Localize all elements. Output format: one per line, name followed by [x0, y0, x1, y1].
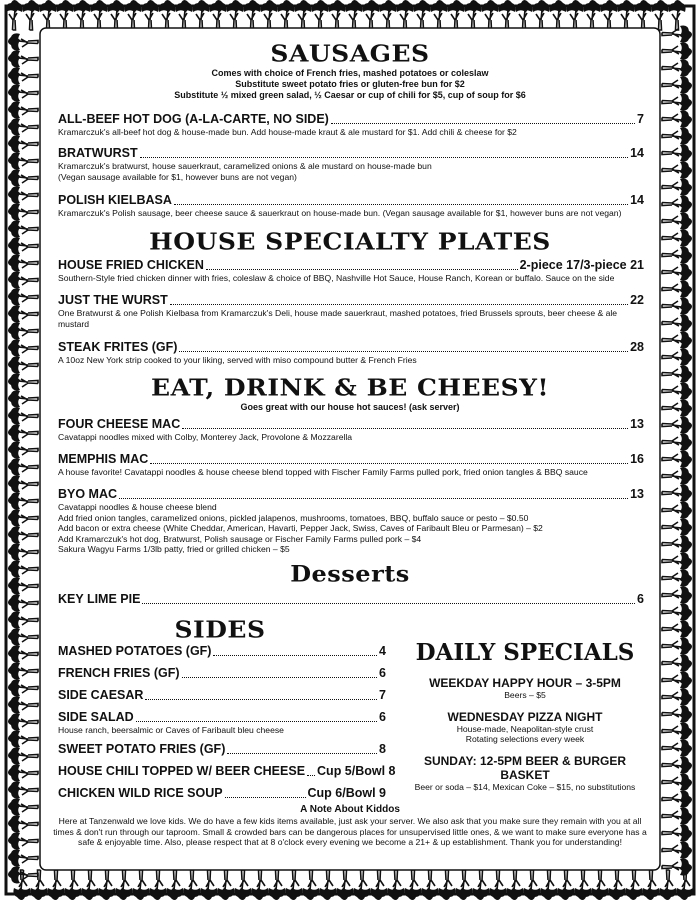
special-description: Beers – $5	[504, 690, 546, 700]
sausages-subtitle-1: Comes with choice of French fries, mashed potatoes or coleslaw	[211, 68, 489, 78]
sausages-subtitle-3: Substitute ½ mixed green salad, ½ Caesar or cup of chili for $5, cup of soup for $6	[174, 90, 526, 100]
special-description: Beer or soda – $14, Mexican Coke – $15, no substitutions	[414, 781, 636, 792]
special-sunday-basket: SUNDAY: 12-5PM BEER & BURGER BASKET	[423, 753, 627, 782]
desserts-title: Desserts	[290, 559, 410, 588]
item-name: HOUSE FRIED CHICKEN	[58, 258, 204, 272]
item-name: SWEET POTATO FRIES (GF)	[58, 741, 226, 756]
side-item	[58, 710, 386, 725]
item-name: BRATWURST	[58, 146, 138, 160]
menu-item-just-the-wurst	[58, 293, 644, 329]
item-price: 16	[630, 452, 644, 466]
item-price: 13	[630, 487, 644, 501]
leader-dots	[307, 775, 315, 776]
item-name: BYO MAC	[58, 487, 118, 501]
menu-item-four-cheese-mac	[58, 417, 644, 443]
special-description: House-made, Neapolitan-style crust	[456, 723, 594, 734]
leader-dots	[140, 157, 628, 158]
item-price: 6	[637, 592, 644, 606]
item-price: Cup 6/Bowl 9	[307, 785, 386, 800]
cheesy-subtitle: Goes great with our house hot sauces! (ask server)	[240, 402, 460, 412]
item-name: MEMPHIS MAC	[58, 452, 149, 466]
item-price: 22	[630, 293, 644, 307]
item-price: 28	[630, 340, 644, 354]
item-name: FRENCH FRIES (GF)	[58, 666, 180, 680]
sides-section	[90, 616, 350, 644]
item-price: 14	[630, 193, 644, 207]
byo-addon-1: Add fried onion tangles, caramelized onions, pickled jalapenos, mushrooms, tomatoes, BBQ, buffalo sauce or pesto – $0.50	[58, 512, 529, 523]
leader-dots	[145, 699, 377, 700]
menu-item-byo-mac	[58, 487, 644, 555]
special-pizza-night: WEDNESDAY PIZZA NIGHT	[447, 709, 603, 724]
note-title: A Note About Kiddos	[300, 804, 400, 815]
item-name: JUST THE WURST	[58, 293, 168, 307]
sausages-subtitle-2: Substitute sweet potato fries or gluten-free bun for $2	[235, 79, 465, 89]
item-price: 13	[630, 417, 644, 431]
item-name: ALL-BEEF HOT DOG (A-LA-CARTE, NO SIDE)	[58, 112, 329, 126]
leader-dots	[225, 797, 306, 798]
cheesy-section	[50, 374, 650, 413]
item-description: A house favorite! Cavatappi noodles & house cheese blend topped with Fischer Family Farms pulled pork, fried onion tangles & BBQ sauce	[58, 467, 588, 477]
item-description: House ranch, beersalmic or Caves of Faribault bleu cheese	[58, 725, 284, 735]
item-name: HOUSE CHILI TOPPED W/ BEER CHEESE	[58, 763, 306, 778]
cheesy-title: EAT, DRINK & BE CHEESY!	[151, 373, 549, 402]
plates-section	[50, 228, 650, 256]
item-price: 6	[379, 666, 386, 680]
menu-item-hot-dog	[58, 112, 644, 138]
item-price: Cup 5/Bowl 8	[317, 763, 396, 778]
item-price: 4	[379, 644, 386, 658]
leader-dots	[174, 204, 628, 205]
leader-dots	[182, 428, 628, 429]
specials-title: DAILY SPECIALS	[415, 639, 635, 666]
leader-dots	[227, 753, 377, 754]
sides-list	[58, 644, 396, 801]
leader-dots	[182, 677, 378, 678]
special-happy-hour: WEEKDAY HAPPY HOUR – 3-5PM	[429, 676, 621, 690]
item-price: 2-piece 17/3-piece 21	[519, 258, 644, 272]
leader-dots	[170, 304, 628, 305]
side-item	[58, 763, 396, 779]
leader-dots	[331, 123, 635, 124]
sausages-section	[50, 40, 650, 101]
item-description: Kramarczuk's all-beef hot dog & house-made bun. Add house-made kraut & ale mustard for $1. Add chili & cheese for $2	[58, 127, 517, 137]
item-description-note: (Vegan sausage available for $1, however buns are not vegan)	[58, 171, 297, 182]
plates-title: HOUSE SPECIALTY PLATES	[149, 227, 551, 256]
item-name: STEAK FRITES (GF)	[58, 340, 178, 354]
item-price: 14	[630, 146, 644, 160]
byo-addon-4: Sakura Wagyu Farms 1/3lb patty, fried or grilled chicken – $5	[58, 544, 290, 554]
menu-content	[50, 38, 650, 858]
side-item	[58, 666, 386, 681]
byo-addon-3: Add Kramarczuk's hot dog, Bratwurst, Polish sausage or Fischer Family Farms pulled pork – $4	[58, 533, 422, 544]
leader-dots	[206, 269, 518, 270]
menu-item-polish-kielbasa	[58, 193, 644, 219]
item-name: CHICKEN WILD RICE SOUP	[58, 785, 223, 800]
sides-title: SIDES	[174, 615, 266, 644]
menu-item-steak-frites	[58, 340, 644, 366]
item-description: One Bratwurst & one Polish Kielbasa from Kramarczuk's Deli, house made sauerkraut, mashed potatoes, fried Brussels sprouts, beer cheese & ale mustard	[58, 308, 618, 329]
side-item	[58, 742, 386, 757]
item-name: POLISH KIELBASA	[58, 193, 172, 207]
item-name: FOUR CHEESE MAC	[58, 417, 181, 431]
note-text: Here at Tanzenwald we love kids. We do have a few kids items available, just ask your server. We also ask that you make sure they remain with you at all times & don't run through our taproom. Small & crowded bars can be dangerous places for unsupervised little ones, & we want to make sure everyone has a safe & enjoyable time. Also, please respect that at 8 o'clock every evening we become a 21+ & up establishment. Thank you for understanding!	[53, 816, 647, 847]
menu-item-memphis-mac	[58, 452, 644, 478]
item-description: Kramarczuk's bratwurst, house sauerkraut, caramelized onions & ale mustard on house-made bun	[58, 161, 432, 171]
item-price: 6	[379, 710, 386, 724]
menu-item-house-fried-chicken	[58, 258, 644, 284]
leader-dots	[136, 721, 377, 722]
item-name: SIDE SALAD	[58, 710, 134, 724]
menu-item-key-lime-pie	[58, 592, 644, 607]
kiddos-note	[50, 804, 650, 848]
daily-specials	[400, 640, 650, 792]
leader-dots	[142, 603, 635, 604]
item-description: Cavatappi noodles & house cheese blend	[58, 502, 217, 512]
leader-dots	[119, 498, 628, 499]
item-price: 7	[637, 112, 644, 126]
desserts-section	[50, 560, 650, 588]
menu-item-bratwurst	[58, 146, 644, 182]
byo-addon-2: Add bacon or extra cheese (White Cheddar, American, Havarti, Pepper Jack, Swiss, Caves of Faribault Bleu or Parmesan) – $2	[58, 523, 543, 533]
leader-dots	[213, 655, 377, 656]
leader-dots	[179, 351, 628, 352]
item-description: A 10oz New York strip cooked to your liking, served with miso compound butter & French Fries	[58, 355, 417, 365]
sausages-title: SAUSAGES	[270, 39, 430, 68]
item-name: KEY LIME PIE	[58, 592, 141, 606]
item-price: 8	[379, 741, 386, 756]
side-item	[58, 786, 386, 801]
item-description: Cavatappi noodles mixed with Colby, Monterey Jack, Provolone & Mozzarella	[58, 432, 353, 442]
item-name: SIDE CAESAR	[58, 688, 144, 702]
item-name: MASHED POTATOES (GF)	[58, 644, 212, 658]
side-item	[58, 688, 386, 703]
side-item	[58, 644, 386, 659]
leader-dots	[150, 463, 628, 464]
item-price: 7	[379, 688, 386, 702]
item-description: Southern-Style fried chicken dinner with fries, coleslaw & choice of BBQ, Nashville Hot Sauce, House Ranch, Korean or buffalo. Sauce on the side	[58, 273, 615, 283]
special-description: Rotating selections every week	[465, 734, 585, 744]
item-description: Kramarczuk's Polish sausage, beer cheese sauce & sauerkraut on house-made bun. (Vegan sausage available for $1, however buns are not vegan)	[58, 208, 622, 218]
